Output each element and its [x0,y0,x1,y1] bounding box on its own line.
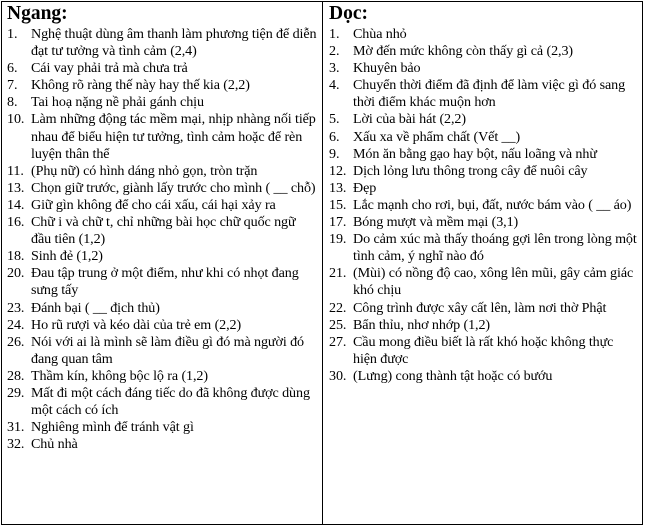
clue-item [7,26,318,60]
clue-item [7,214,318,248]
clue-number: 9. [329,145,340,162]
clue-item [7,111,318,162]
clue-number: 19. [329,231,347,248]
clue-number: 13. [329,179,347,196]
clue-text: Sinh đẻ (1,2) [31,248,103,265]
clue-item [7,77,318,94]
clue-item [329,111,638,128]
clue-item [7,436,318,453]
clue-number: 13. [7,179,25,196]
clue-item [329,129,638,146]
clue-number: 18. [7,248,25,265]
clue-item [7,180,318,197]
clue-item [7,317,318,334]
clue-item [7,60,318,77]
clue-text: Không rõ ràng thế này hay thế kia (2,2) [31,77,250,94]
clue-number: 32. [7,436,25,453]
clue-number: 4. [329,77,340,94]
down-heading: Dọc: [329,3,368,24]
clue-text: Xấu xa về phẩm chất (Vết __) [353,128,521,145]
clue-item [329,334,638,368]
clue-item [329,60,638,77]
clue-text: Chùa nhỏ [353,26,407,42]
clue-number: 1. [329,26,340,42]
clue-item [7,265,318,299]
clue-item [329,231,638,265]
clue-number: 1. [7,26,18,42]
clue-text: (Lưng) cong thành tật hoặc có bướu [353,367,553,384]
clue-item [329,214,638,231]
clue-text: Công trình được xây cất lên, làm nơi thờ Phật [353,299,607,316]
clue-number: 23. [7,299,25,316]
clue-number: 26. [7,333,25,350]
clue-text: Bẩn thỉu, nhơ nhớp (1,2) [353,316,490,333]
clue-text: Dịch lỏng lưu thông trong cây để nuôi cây [353,162,588,179]
clue-item [7,197,318,214]
clue-text: (Phụ nữ) có hình dáng nhỏ gọn, tròn trặn [31,162,258,179]
across-column [2,2,323,524]
clue-text: Chữ i và chữ t, chỉ những bài học chữ quốc ngữ đầu tiên (1,2) [31,214,296,248]
clue-item [329,163,638,180]
clue-text: Chuyển thời điểm đã định để làm việc gì đó sang thời điểm khác muộn hơn [353,77,626,111]
clue-text: Làm những động tác mềm mại, nhịp nhàng nối tiếp nhau để biểu hiện tư tưởng, tình cảm hoặc để rèn luyện thân thể [31,111,316,162]
clue-item [329,180,638,197]
clue-number: 29. [7,384,25,401]
clue-text: Do cảm xúc mà thấy thoáng gợi lên trong lòng một tình cảm, ý nghĩ nào đó [353,231,637,265]
clue-item [7,419,318,436]
clue-item [7,385,318,419]
clue-text: Chủ nhà [31,436,78,453]
down-column [323,2,642,524]
clue-text: Nói với ai là mình sẽ làm điều gì đó mà người đó đang quan tâm [31,333,304,367]
clue-item [329,368,638,385]
across-heading: Ngang: [7,3,68,24]
clue-number: 7. [7,77,18,94]
clue-number: 6. [7,60,18,77]
clue-number: 11. [7,162,24,179]
clue-text: Tai hoạ nặng nề phải gánh chịu [31,94,204,111]
clue-text: Món ăn bằng gạo hay bột, nấu loãng và nhừ [353,145,597,162]
clue-item [7,163,318,180]
clue-item [329,77,638,111]
clue-text: Đánh bại ( __ địch thủ) [31,299,160,316]
clue-number: 10. [7,111,25,128]
clue-text: Bóng mượt và mềm mại (3,1) [353,214,519,231]
clue-text: Đau tập trung ở một điểm, như khi có nhọt đang sưng tấy [31,265,299,299]
clue-number: 21. [329,265,347,282]
clue-text: Thầm kín, không bộc lộ ra (1,2) [31,367,208,384]
clue-number: 27. [329,333,347,350]
clue-number: 8. [7,94,18,111]
clue-item [329,146,638,163]
clue-text: Cầu mong điều biết là rất khó hoặc không thực hiện được [353,333,614,367]
clue-item [329,300,638,317]
clue-item [329,197,638,214]
clue-number: 22. [329,299,347,316]
clue-number: 25. [329,316,347,333]
clue-number: 16. [7,214,25,231]
clue-item [7,300,318,317]
clue-number: 24. [7,316,25,333]
clue-item [7,368,318,385]
clue-item [329,317,638,334]
clue-number: 15. [329,196,347,213]
clue-item [329,43,638,60]
clue-item [329,265,638,299]
clue-text: Khuyên bảo [353,60,421,77]
clue-text: Nghiêng mình để tránh vật gì [31,419,194,436]
clue-text: Nghệ thuật dùng âm thanh làm phương tiện để diễn đạt tư tưởng và tình cảm (2,4) [31,26,317,60]
clue-number: 6. [329,128,340,145]
clue-number: 30. [329,367,347,384]
clue-number: 14. [7,196,25,213]
clue-text: Mờ đến mức không còn thấy gì cả (2,3) [353,43,574,60]
clue-item [7,248,318,265]
clue-number: 2. [329,43,340,60]
clue-text: (Mùi) có nồng độ cao, xông lên mũi, gây cảm giác khó chịu [353,265,634,299]
clue-number: 20. [7,265,25,282]
clue-item [329,26,638,43]
clue-text: Đẹp [353,179,377,196]
clue-item [7,334,318,368]
clue-text: Lắc mạnh cho rơi, bụi, đất, nước bám vào ( __ áo) [353,196,632,213]
crossword-clue-table [1,1,643,525]
clue-text: Lời của bài hát (2,2) [353,111,466,128]
clue-text: Cái vay phải trả mà chưa trả [31,60,188,77]
clue-number: 31. [7,419,25,436]
clue-number: 17. [329,214,347,231]
clue-number: 12. [329,162,347,179]
down-clue-list [329,26,638,385]
across-clue-list [7,26,318,453]
clue-text: Ho rũ rượi và kéo dài của trẻ em (2,2) [31,316,242,333]
clue-number: 3. [329,60,340,77]
clue-number: 28. [7,367,25,384]
clue-text: Chọn giữ trước, giành lấy trước cho mình ( __ chỗ) [31,179,316,196]
clue-number: 5. [329,111,340,128]
clue-text: Giữ gìn không để cho cái xấu, cái hại xảy ra [31,196,276,213]
clue-text: Mất đi một cách đáng tiếc do đã không được dùng một cách có ích [31,384,310,419]
clue-item [7,94,318,111]
